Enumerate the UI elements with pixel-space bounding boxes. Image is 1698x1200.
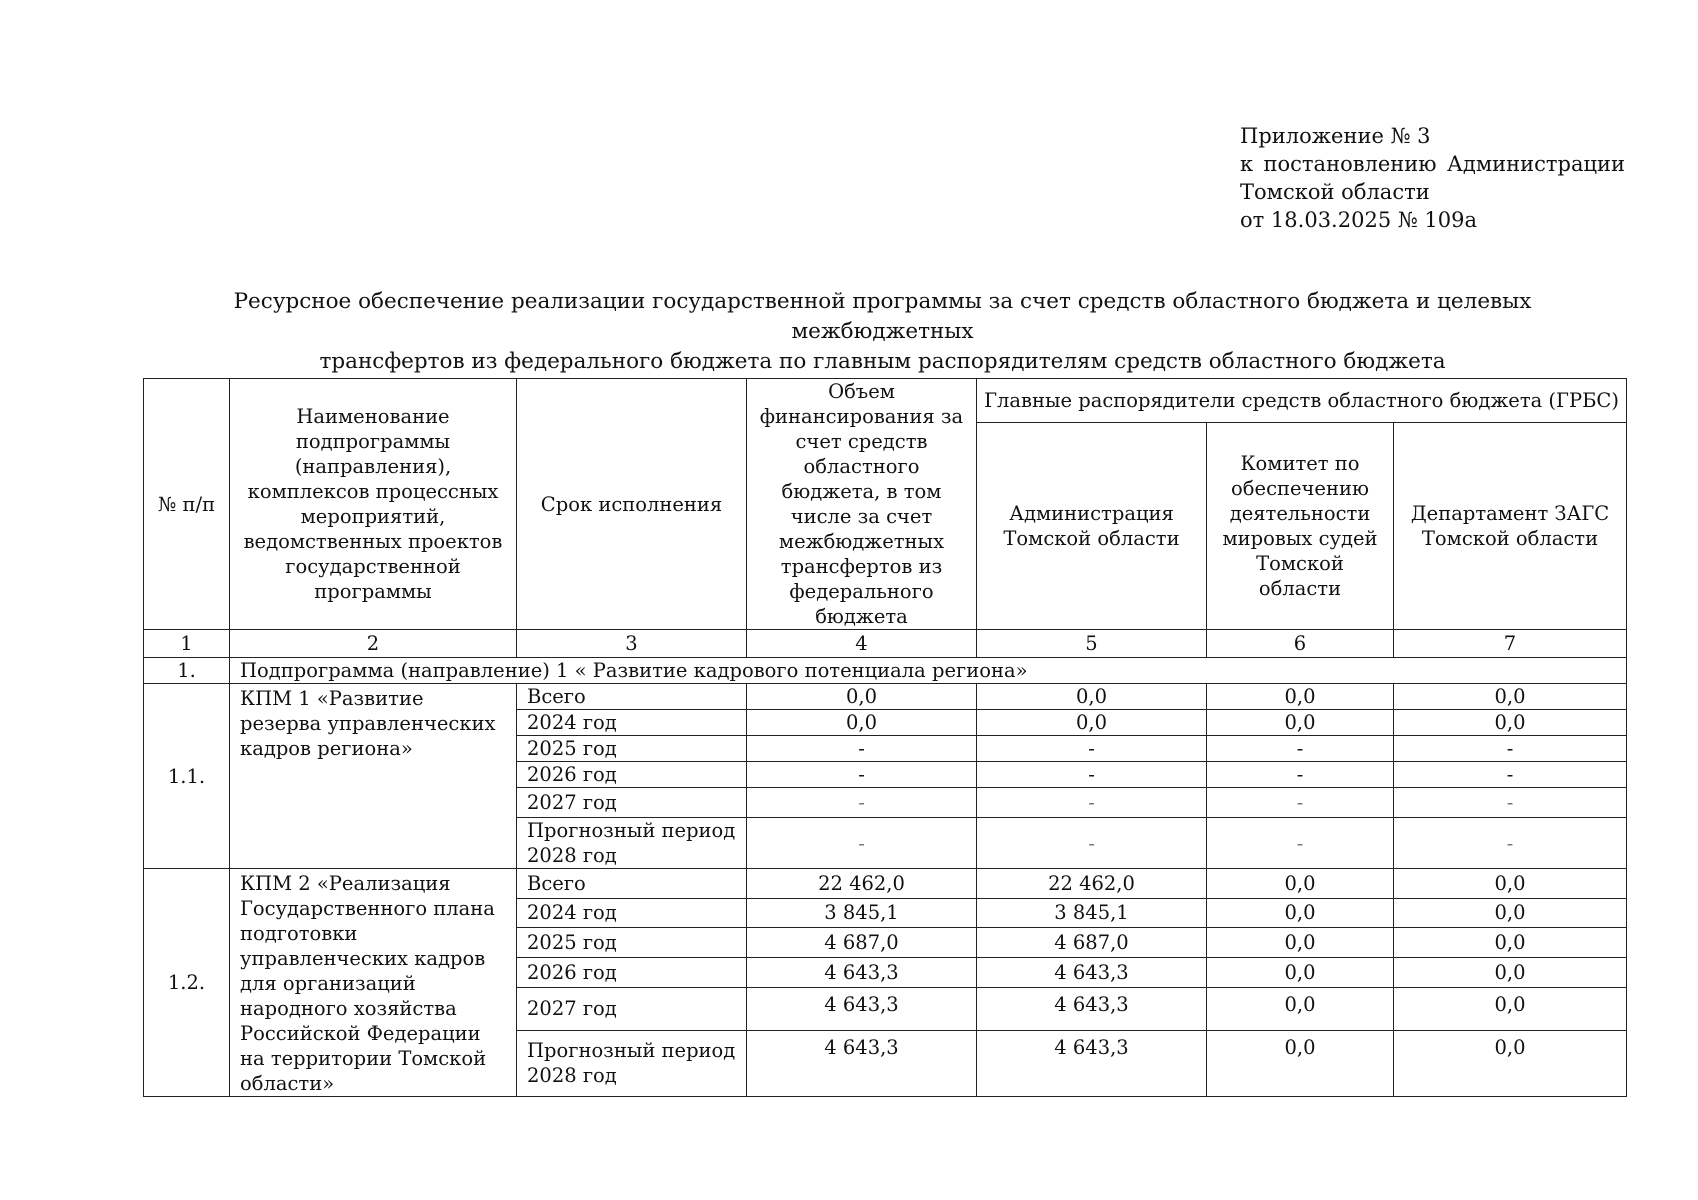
volume-cell: 3 845,1 xyxy=(747,898,977,928)
volume-cell: 4 643,3 xyxy=(747,1030,977,1096)
program-item-name: КПМ 1 «Развитие резерва управленческих кадров региона» xyxy=(230,684,517,869)
col-number: 7 xyxy=(1394,630,1627,658)
period-cell: Всего xyxy=(517,684,747,710)
header-committee: Комитет по обеспечению деятельности мировых судей Томской области xyxy=(1207,423,1394,630)
row-number: 1.2. xyxy=(144,869,230,1097)
table-row xyxy=(144,869,1627,899)
volume-cell: 4 643,3 xyxy=(747,987,977,1030)
admin-cell: - xyxy=(977,736,1207,762)
appendix-line-3: Томской области xyxy=(1240,180,1430,204)
zags-cell: 0,0 xyxy=(1394,684,1627,710)
document-title-line-1: Ресурсное обеспечение реализации государственной программы за счет средств областного бюджета и целевых межбюджетных xyxy=(233,289,1532,344)
appendix-line-4: от 18.03.2025 № 109а xyxy=(1240,208,1477,232)
committee-cell: 0,0 xyxy=(1207,684,1394,710)
document-title xyxy=(140,287,1625,377)
period-cell: 2024 год xyxy=(517,710,747,736)
admin-cell: 4 687,0 xyxy=(977,928,1207,958)
header-name: Наименование подпрограммы (направления), комплексов процессных мероприятий, ведомственных проектов государственной программы xyxy=(230,379,517,630)
volume-cell: 0,0 xyxy=(747,710,977,736)
col-number: 2 xyxy=(230,630,517,658)
committee-cell: 0,0 xyxy=(1207,869,1394,899)
subprogram-row xyxy=(144,658,1627,684)
zags-cell: 0,0 xyxy=(1394,987,1627,1030)
volume-cell: - xyxy=(747,762,977,788)
period-cell: 2025 год xyxy=(517,928,747,958)
admin-cell: 0,0 xyxy=(977,710,1207,736)
zags-cell: - xyxy=(1394,736,1627,762)
admin-cell: 4 643,3 xyxy=(977,1030,1207,1096)
volume-cell: - xyxy=(747,788,977,818)
committee-cell: - xyxy=(1207,762,1394,788)
header-zags: Департамент ЗАГС Томской области xyxy=(1394,423,1627,630)
document-title-line-2: трансфертов из федерального бюджета по главным распорядителям средств областного бюджета xyxy=(319,349,1446,374)
committee-cell: - xyxy=(1207,818,1394,869)
period-cell: 2027 год xyxy=(517,987,747,1030)
period-cell: 2026 год xyxy=(517,957,747,987)
header-row-1 xyxy=(144,379,1627,423)
admin-cell: 0,0 xyxy=(977,684,1207,710)
table-row xyxy=(144,684,1627,710)
appendix-line-1: Приложение № 3 xyxy=(1240,124,1431,148)
admin-cell: - xyxy=(977,762,1207,788)
zags-cell: 0,0 xyxy=(1394,898,1627,928)
zags-cell: 0,0 xyxy=(1394,710,1627,736)
admin-cell: - xyxy=(977,788,1207,818)
volume-cell: - xyxy=(747,736,977,762)
header-period: Срок исполнения xyxy=(517,379,747,630)
committee-cell: - xyxy=(1207,788,1394,818)
admin-cell: 22 462,0 xyxy=(977,869,1207,899)
admin-cell: 3 845,1 xyxy=(977,898,1207,928)
period-cell: Прогнозный период 2028 год xyxy=(517,1030,747,1096)
col-number: 3 xyxy=(517,630,747,658)
header-grbs: Главные распорядители средств областного бюджета (ГРБС) xyxy=(977,379,1627,423)
admin-cell: 4 643,3 xyxy=(977,957,1207,987)
committee-cell: 0,0 xyxy=(1207,987,1394,1030)
period-cell: 2024 год xyxy=(517,898,747,928)
appendix-block xyxy=(1240,122,1625,234)
row-number: 1.1. xyxy=(144,684,230,869)
header-admin: Администрация Томской области xyxy=(977,423,1207,630)
period-cell: 2027 год xyxy=(517,788,747,818)
col-number: 1 xyxy=(144,630,230,658)
committee-cell: 0,0 xyxy=(1207,1030,1394,1096)
period-cell: 2025 год xyxy=(517,736,747,762)
volume-cell: - xyxy=(747,818,977,869)
zags-cell: - xyxy=(1394,762,1627,788)
zags-cell: 0,0 xyxy=(1394,928,1627,958)
appendix-line-2: к постановлению Администрации xyxy=(1240,152,1625,176)
period-cell: Прогнозный период 2028 год xyxy=(517,818,747,869)
admin-cell: 4 643,3 xyxy=(977,987,1207,1030)
program-item-name: КПМ 2 «Реализация Государственного плана подготовки управленческих кадров для организаций народного хозяйства Российской Федерации на территории Томской области» xyxy=(230,869,517,1097)
committee-cell: 0,0 xyxy=(1207,928,1394,958)
header-num: № п/п xyxy=(144,379,230,630)
col-number: 5 xyxy=(977,630,1207,658)
admin-cell: - xyxy=(977,818,1207,869)
committee-cell: 0,0 xyxy=(1207,710,1394,736)
committee-cell: - xyxy=(1207,736,1394,762)
resource-table xyxy=(143,378,1627,1097)
column-number-row xyxy=(144,630,1627,658)
volume-cell: 22 462,0 xyxy=(747,869,977,899)
zags-cell: 0,0 xyxy=(1394,1030,1627,1096)
volume-cell: 0,0 xyxy=(747,684,977,710)
subprogram-num: 1. xyxy=(144,658,230,684)
period-cell: Всего xyxy=(517,869,747,899)
zags-cell: 0,0 xyxy=(1394,957,1627,987)
zags-cell: - xyxy=(1394,818,1627,869)
col-number: 6 xyxy=(1207,630,1394,658)
col-number: 4 xyxy=(747,630,977,658)
volume-cell: 4 643,3 xyxy=(747,957,977,987)
volume-cell: 4 687,0 xyxy=(747,928,977,958)
period-cell: 2026 год xyxy=(517,762,747,788)
zags-cell: 0,0 xyxy=(1394,869,1627,899)
header-volume: Объем финансирования за счет средств областного бюджета, в том числе за счет межбюджетных трансфертов из федерального бюджета xyxy=(747,379,977,630)
subprogram-name: Подпрограмма (направление) 1 « Развитие кадрового потенциала региона» xyxy=(230,658,1627,684)
committee-cell: 0,0 xyxy=(1207,898,1394,928)
zags-cell: - xyxy=(1394,788,1627,818)
committee-cell: 0,0 xyxy=(1207,957,1394,987)
